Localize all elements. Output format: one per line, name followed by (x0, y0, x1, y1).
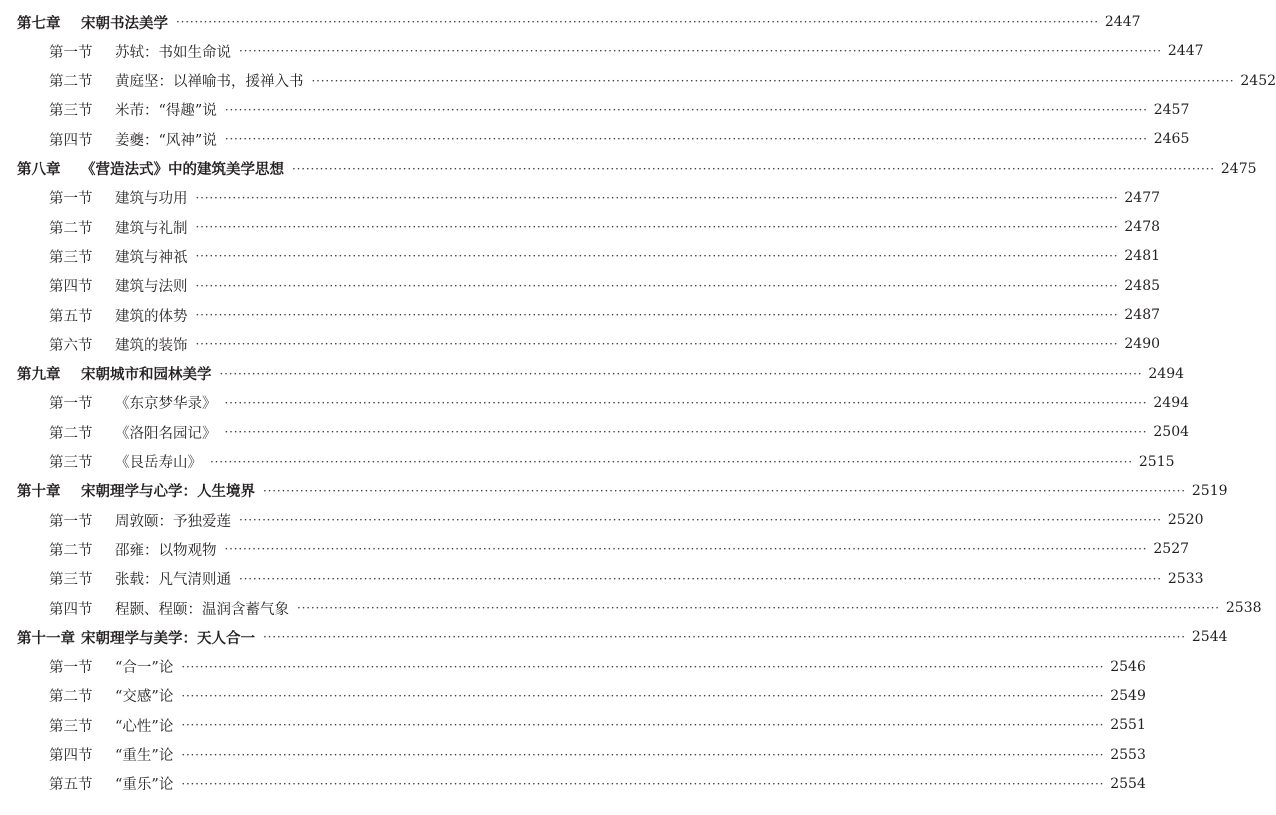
dot-leader: ········································································································································································································ (239, 571, 1162, 586)
section-number: 第二节 (49, 220, 93, 237)
page-number: 2504 (1153, 424, 1190, 441)
toc-chapter-entry[interactable] (17, 621, 1228, 653)
section-number: 第二节 (49, 74, 93, 91)
chapter-title: 宋朝书法美学 (81, 15, 168, 32)
page-number: 2538 (1225, 600, 1262, 616)
page-number: 2554 (1110, 775, 1146, 792)
toc-section-entry[interactable] (49, 680, 1146, 712)
section-number: 第四节 (49, 601, 93, 618)
section-title: 建筑的装饰 (115, 337, 188, 354)
page-number: 2475 (1220, 160, 1257, 177)
section-number: 第五节 (49, 308, 93, 325)
chapter-title: 宋朝城市和园林美学 (81, 367, 212, 384)
section-title: 建筑的体势 (115, 308, 188, 325)
page-number: 2487 (1124, 307, 1161, 323)
section-title: 张载：凡气清则通 (115, 572, 231, 589)
toc-section-entry[interactable] (49, 387, 1190, 419)
section-number: 第一节 (49, 660, 93, 677)
section-title: 《洛阳名园记》 (115, 425, 217, 442)
toc-section-entry[interactable] (49, 446, 1175, 478)
section-title: 程颢、程颐：温润含蓄气象 (115, 601, 289, 618)
section-title: 周敦颐：予独爱莲 (115, 513, 231, 530)
section-number: 第三节 (49, 718, 93, 735)
dot-leader: ········································································································································································································ (224, 395, 1148, 410)
page-number: 2457 (1153, 101, 1190, 118)
section-title: “重生”论 (115, 748, 174, 764)
page-number: 2533 (1167, 570, 1204, 587)
chapter-number: 第九章 (17, 367, 61, 384)
page-number: 2494 (1153, 394, 1190, 411)
section-title: 邵雍：以物观物 (115, 542, 217, 559)
toc-section-entry[interactable] (49, 739, 1146, 771)
section-number: 第二节 (49, 425, 93, 442)
section-title: “重乐”论 (115, 777, 174, 794)
chapter-number: 第七章 (17, 15, 61, 32)
section-number: 第六节 (49, 337, 93, 354)
toc-section-entry[interactable] (49, 504, 1204, 536)
section-title: 苏轼：书如生命说 (115, 44, 231, 61)
section-title: “合一”论 (115, 660, 174, 677)
page-number: 2478 (1124, 219, 1161, 236)
dot-leader: ········································································································································································································ (181, 747, 1105, 762)
section-title: 建筑与神祇 (115, 249, 188, 266)
page-number: 2515 (1138, 453, 1175, 470)
dot-leader: ········································································································································································································ (297, 601, 1220, 615)
section-title: “交感”论 (115, 689, 174, 706)
dot-leader: ········································································································································································································ (263, 630, 1186, 645)
dot-leader: ········································································································································································································ (224, 102, 1148, 117)
section-number: 第三节 (49, 103, 93, 120)
page-number: 2551 (1110, 717, 1146, 734)
page-number: 2519 (1191, 482, 1228, 499)
dot-leader: ········································································································································································································ (224, 542, 1148, 557)
section-number: 第三节 (49, 572, 93, 589)
page-number: 2553 (1110, 746, 1146, 763)
section-number: 第三节 (49, 455, 93, 471)
section-title: 建筑与法则 (115, 279, 188, 296)
dot-leader: ········································································································································································································ (195, 190, 1119, 205)
toc-section-entry[interactable] (49, 240, 1161, 272)
dot-leader: ········································································································································································································ (181, 688, 1105, 703)
section-title: 《东京梦华录》 (115, 396, 217, 413)
page-number: 2546 (1110, 658, 1146, 675)
toc-section-entry[interactable] (49, 651, 1146, 683)
toc-section-entry[interactable] (49, 768, 1146, 800)
chapter-title: 《营造法式》中的建筑美学思想 (81, 162, 284, 178)
toc-chapter-entry[interactable] (17, 153, 1257, 185)
toc-section-entry[interactable] (49, 328, 1161, 360)
dot-leader: ········································································································································································································ (181, 659, 1105, 674)
page-number: 2477 (1124, 189, 1161, 206)
dot-leader: ········································································································································································································ (224, 132, 1148, 147)
section-title: 建筑与礼制 (115, 220, 188, 237)
section-number: 第二节 (49, 689, 93, 706)
dot-leader: ········································································································································································································ (181, 776, 1105, 791)
toc-section-entry[interactable] (49, 35, 1204, 67)
toc-section-entry[interactable] (49, 123, 1190, 155)
page-number: 2520 (1167, 512, 1204, 529)
chapter-number: 第十章 (17, 484, 61, 501)
toc-section-entry[interactable] (49, 299, 1161, 331)
dot-leader: ········································································································································································································ (292, 161, 1215, 176)
page-number: 2544 (1191, 629, 1228, 646)
dot-leader: ········································································································································································································ (210, 454, 1133, 469)
dot-leader: ········································································································································································································ (219, 366, 1143, 381)
chapter-title: 宋朝理学与美学：天人合一 (81, 630, 255, 647)
dot-leader: ········································································································································································································ (263, 483, 1186, 498)
toc-section-entry[interactable] (49, 563, 1204, 595)
section-title: 黄庭坚：以禅喻书，援禅入书 (115, 74, 304, 91)
section-number: 第四节 (49, 279, 93, 296)
toc-section-entry[interactable] (49, 533, 1190, 565)
dot-leader: ········································································································································································································ (239, 513, 1162, 528)
page-number: 2549 (1110, 687, 1146, 704)
page-number: 2481 (1124, 248, 1161, 265)
section-title: 米芾：“得趣”说 (115, 103, 217, 120)
dot-leader: ········································································································································································································ (195, 249, 1119, 264)
toc-chapter-entry[interactable] (17, 6, 1141, 38)
toc-section-entry[interactable] (49, 270, 1161, 302)
page-number: 2447 (1104, 14, 1141, 30)
page-number: 2447 (1167, 43, 1204, 60)
dot-leader: ········································································································································································································ (311, 73, 1235, 88)
section-title: 建筑与功用 (115, 191, 188, 208)
dot-leader: ········································································································································································································ (195, 337, 1119, 352)
page-number: 2465 (1153, 131, 1190, 148)
section-number: 第四节 (49, 748, 93, 764)
section-number: 第一节 (49, 44, 93, 61)
toc-section-entry[interactable] (49, 65, 1276, 97)
section-number: 第一节 (49, 396, 93, 413)
section-title: 姜夔：“风神”说 (115, 132, 217, 149)
section-number: 第三节 (49, 249, 93, 266)
page-number: 2485 (1124, 277, 1161, 294)
page-number: 2527 (1153, 541, 1190, 558)
dot-leader: ········································································································································································································ (181, 718, 1105, 733)
toc-section-entry[interactable] (49, 94, 1190, 126)
section-number: 第四节 (49, 132, 93, 149)
toc-section-entry[interactable] (49, 709, 1146, 741)
toc-section-entry[interactable] (49, 592, 1262, 624)
dot-leader: ········································································································································································································ (239, 44, 1162, 59)
chapter-number: 第十一章 (17, 630, 75, 647)
section-number: 第一节 (49, 513, 93, 530)
section-number: 第二节 (49, 542, 93, 559)
section-number: 第五节 (49, 777, 93, 794)
toc-section-entry[interactable] (49, 182, 1161, 214)
section-title: 《艮岳寿山》 (115, 455, 202, 471)
chapter-number: 第八章 (17, 162, 61, 178)
dot-leader: ········································································································································································································ (195, 220, 1119, 235)
toc-section-entry[interactable] (49, 211, 1161, 243)
page-number: 2494 (1148, 365, 1185, 382)
toc-section-entry[interactable] (49, 416, 1190, 448)
page-number: 2452 (1240, 72, 1276, 89)
dot-leader: ········································································································································································································ (176, 15, 1099, 29)
dot-leader: ········································································································································································································ (195, 278, 1119, 293)
page-number: 2490 (1124, 336, 1161, 353)
section-title: “心性”论 (115, 718, 174, 735)
dot-leader: ········································································································································································································ (224, 425, 1148, 440)
dot-leader: ········································································································································································································ (195, 308, 1119, 322)
chapter-title: 宋朝理学与心学：人生境界 (81, 484, 255, 501)
toc-chapter-entry[interactable] (17, 358, 1185, 390)
toc-chapter-entry[interactable] (17, 475, 1228, 507)
section-number: 第一节 (49, 191, 93, 208)
